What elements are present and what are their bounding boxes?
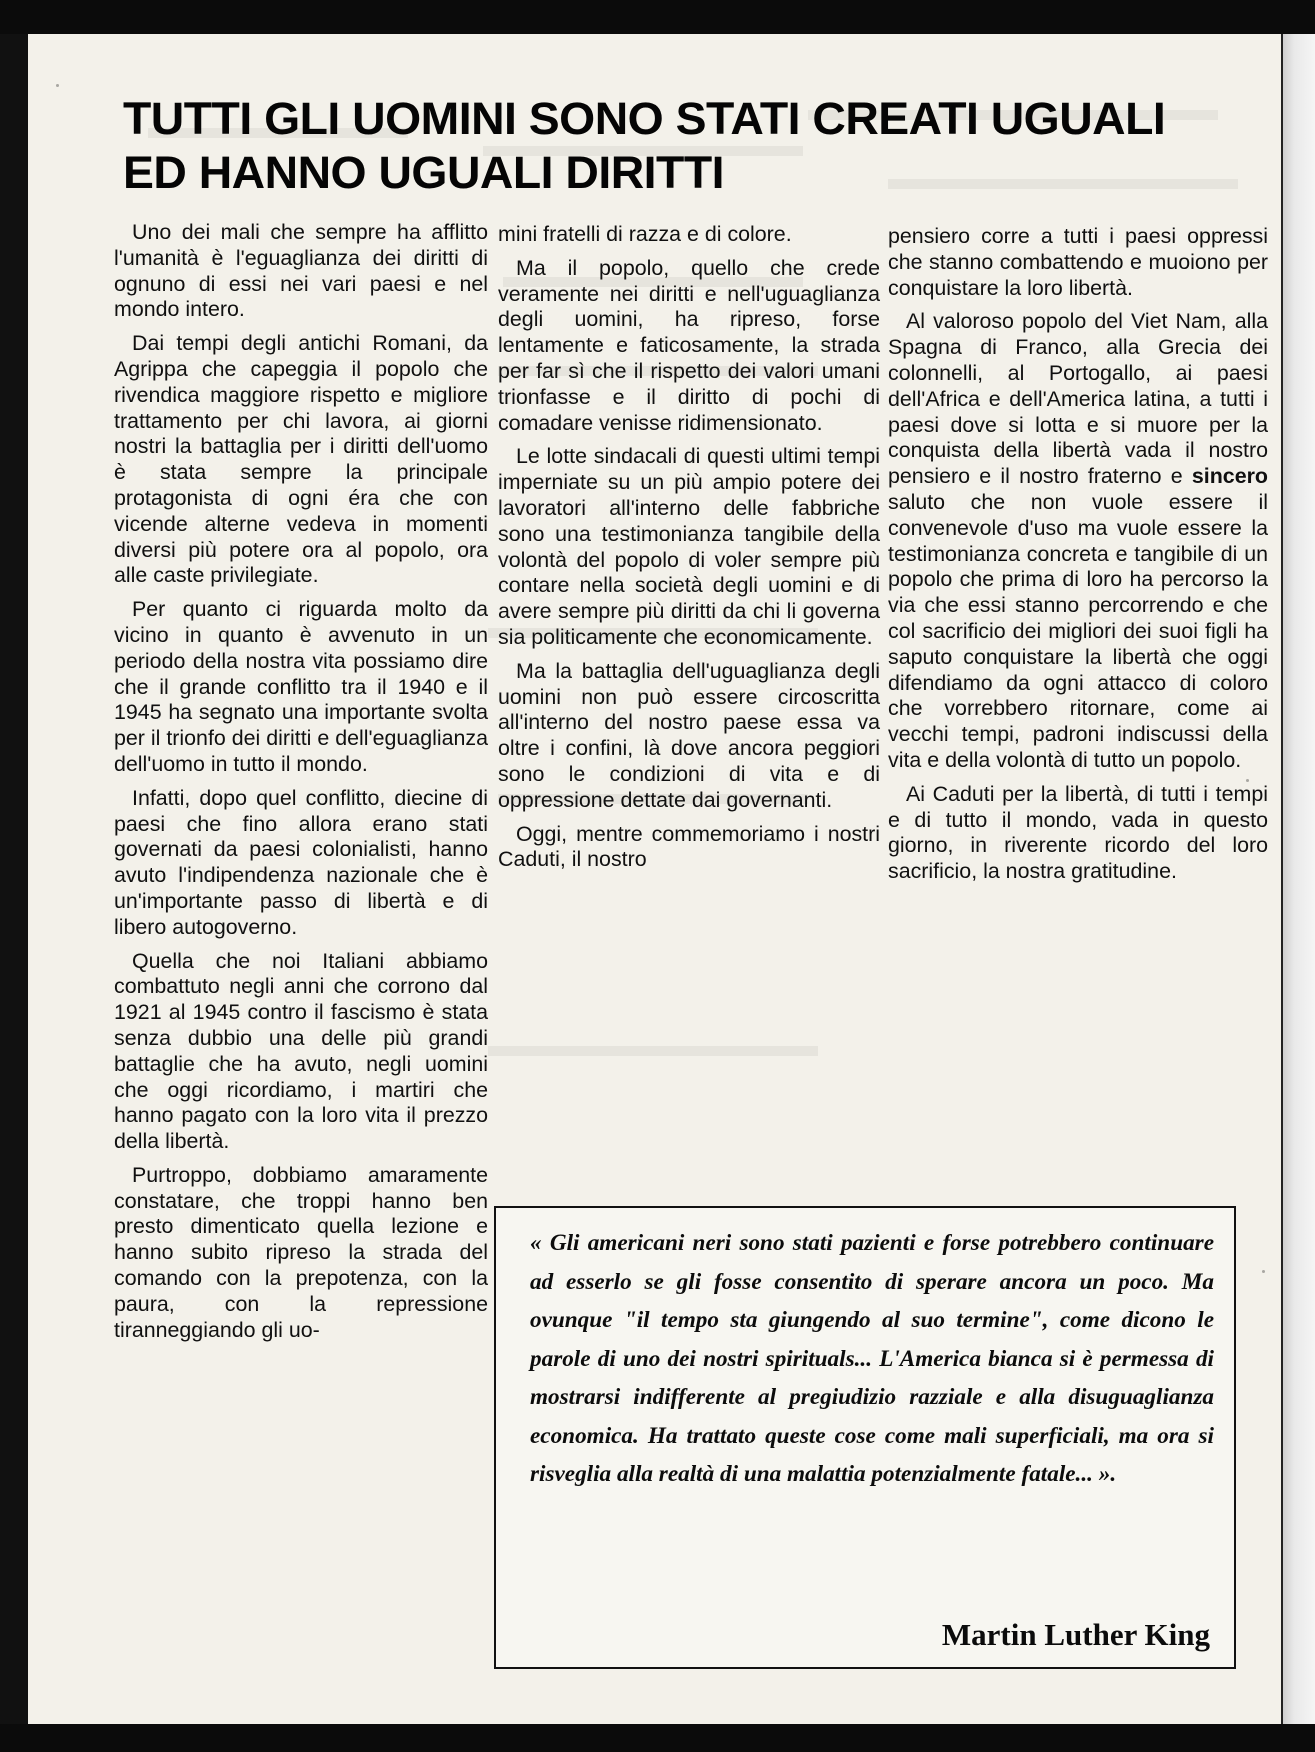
paragraph: Oggi, mentre commemoriamo i nostri Caduti, il nostro [498,821,880,872]
bold-word: sincero [1191,464,1268,489]
quote-author: Martin Luther King [941,1617,1210,1652]
paragraph: Uno dei mali che sempre ha afflitto l'umanità è l'eguaglianza dei diritti di ognuno di essi nei vari paesi e nel mondo intero. [114,220,488,322]
paragraph-text: Al valoroso popolo del Viet Nam, alla Spagna di Franco, alla Grecia dei colonnelli, al Portogallo, ai paesi dell'Africa e dell'America latina, a tutti i paesi dove si lotta e si muore per la conquista della libertà vada il nostro pensiero e il nostro fraterno e [888,309,1268,489]
scan-speck [1262,1270,1265,1273]
article-headline [123,92,1283,200]
paragraph: Ma la battaglia dell'uguaglianza degli uomini non può essere circoscritta all'interno del nostro paese essa va oltre i confini, là dove ancora peggiori sono le condizioni di vita e di oppressione dettate dai governanti. [498,658,880,812]
article-column-1 [114,220,488,1351]
paragraph: Dai tempi degli antichi Romani, da Agrippa che capeggia il popolo che rivendica maggiore rispetto e migliore trattamento per chi lavora, ai giorni nostri la battaglia per i diritti dell'uomo è stata sempre la principale protagonista di ogni éra che con vicende alterne vedeva in momenti diversi più potere ora al popolo, ora alle caste privilegiate. [114,331,488,588]
article-column-2 [498,222,880,881]
paragraph: Per quanto ci riguarda molto da vicino in quanto è avvenuto in un periodo della nostra vita possiamo dire che il grande conflitto tra il 1940 e il 1945 ha segnato una importante svolta per il trionfo dei diritti e dell'eguaglianza dell'uomo in tutto il mondo. [114,597,488,776]
scan-border-top [0,0,1315,34]
quote-text: « Gli americani neri sono stati pazienti e forse potrebbero continuare ad esserlo se gli fosse consentito di sperare ancora un poco. Ma ovunque "il tempo sta giungendo al suo termine", come dicono le parole di uno dei nostri spirituals... L'America bianca si è permessa di mostrarsi indifferente al pregiudizio razziale e alla disuguaglianza economica. Ha trattato queste cose come mali superficiali, ma ora si risveglia alla realtà di una malattia potenzialmente fatale... ». [530,1230,1214,1487]
paragraph: Quella che noi Italiani abbiamo combattuto negli anni che corrono dal 1921 al 1945 contro il fascismo è stata senza dubbio una delle più grandi battaglie che ha avuto, negli uomini che oggi ricordiamo, i martiri che hanno pagato con la loro vita il prezzo della libertà. [114,948,488,1154]
article-column-3 [888,224,1268,893]
headline-line-2: ED HANNO UGUALI DIRITTI [123,147,724,198]
scan-border-bottom [0,1724,1315,1752]
paragraph: pensiero corre a tutti i paesi oppressi che stanno combattendo e muoiono per conquistare la loro libertà. [888,224,1268,300]
paragraph-with-bold-word [888,309,1268,773]
headline-line-1: TUTTI GLI UOMINI SONO STATI CREATI UGUALI [123,93,1166,144]
quote-box [494,1206,1236,1669]
document-page [28,34,1283,1724]
paragraph: Ma il popolo, quello che crede veramente nei diritti e nell'uguaglianza degli uomini, ha ripreso, forse lentamente e faticosamente, la strada per far sì che il rispetto dei valori umani trionfasse e il diritto di pochi di comadare venisse ridimensionato. [498,255,880,435]
paragraph: Infatti, dopo quel conflitto, diecine di paesi che fino allora erano stati governati da paesi colonialisti, hanno avuto l'indipendenza nazionale che è un'importante passo di libertà e di libero autogoverno. [114,785,488,939]
adjacent-page-edge [1281,34,1315,1724]
scan-speck [1246,779,1249,782]
paragraph: Ai Caduti per la libertà, di tutti i tempi e di tutto il mondo, vada in questo giorno, in riverente ricordo del loro sacrificio, la nostra gratitudine. [888,781,1268,884]
paragraph: mini fratelli di razza e di colore. [498,222,792,246]
paragraph: Le lotte sindacali di questi ultimi tempi imperniate su un più ampio potere dei lavoratori all'interno delle fabbriche sono una testimonianza tangibile della volontà del popolo di voler sempre più contare nella società degli uomini e di avere sempre più diritti da chi li governa sia politicamente che economicamente. [498,444,880,649]
paragraph-text: saluto che non vuole essere il convenevole d'uso ma vuole essere la testimonianza concreta e tangibile di un popolo che prima di loro ha percorso la via che essi stanno percorrendo e che col sacrificio dei migliori dei suoi figli ha saputo conquistare la libertà che oggi difendiamo da ogni attacco di coloro che vorrebbero ritornare, come ai vecchi tempi, padroni indiscussi della vita e della volontà di tutto un popolo. [888,489,1268,772]
scan-speck [56,84,59,87]
paragraph: Purtroppo, dobbiamo amaramente constatare, che troppi hanno ben presto dimenticato quella lezione e hanno subito ripreso la strada del comando con la prepotenza, con la paura, con la repressione tiranneggiando gli uo- [114,1162,488,1342]
